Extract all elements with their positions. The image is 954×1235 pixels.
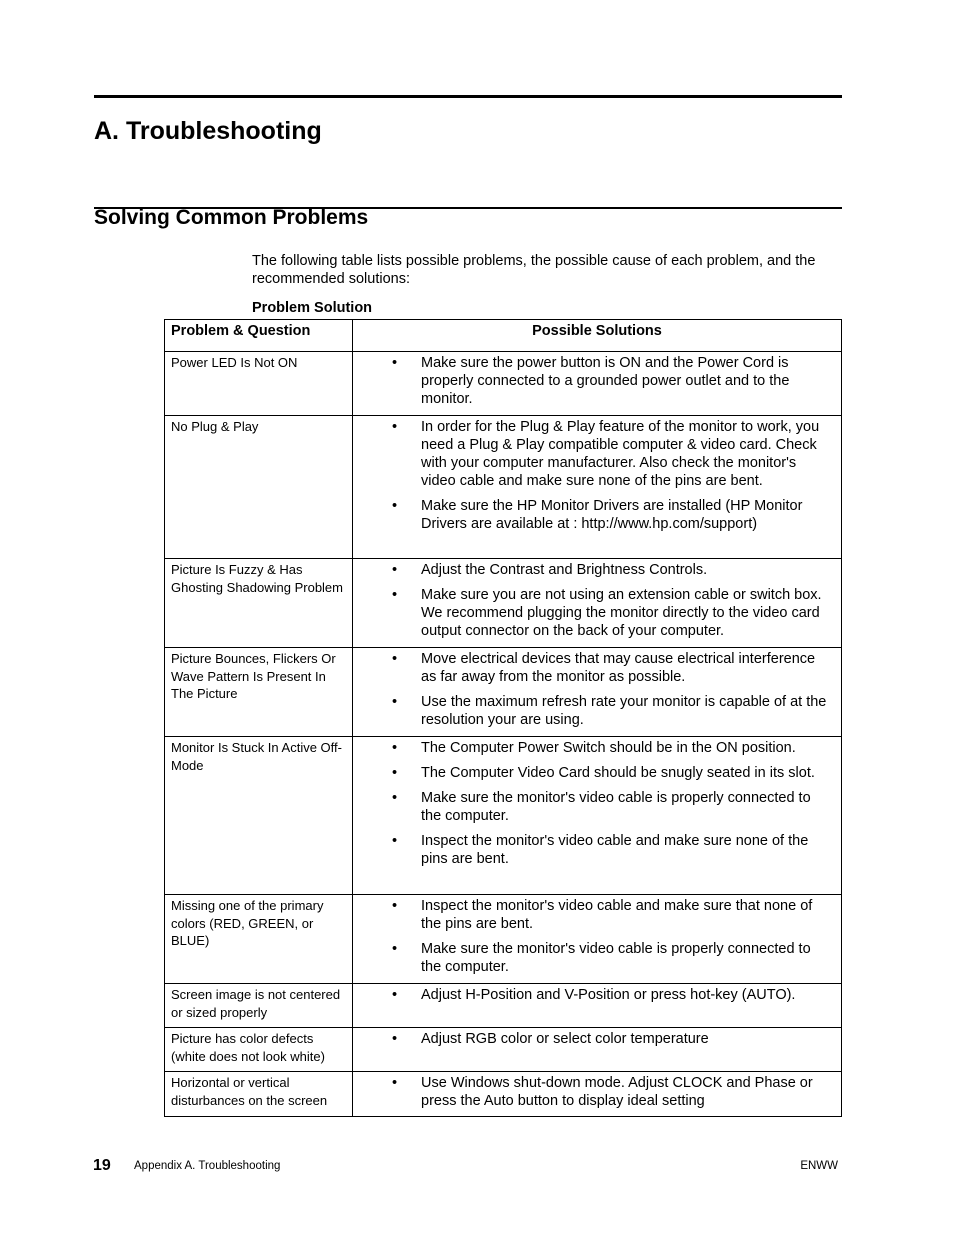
solution-item: [353, 832, 833, 868]
bullet-icon: •: [392, 355, 398, 371]
solution-text: The Computer Video Card should be snugly seated in its slot.: [421, 765, 815, 781]
bullet-icon: •: [392, 562, 398, 578]
solution-item: [353, 940, 833, 976]
solution-item: [353, 986, 833, 1004]
solutions-list: [353, 986, 833, 1004]
solution-text: Make sure the HP Monitor Drivers are installed (HP Monitor Drivers are available at : http://www.hp.com/support): [421, 498, 803, 532]
problem-cell: Power LED Is Not ON: [165, 352, 353, 416]
footer-code: ENWW: [800, 1160, 838, 1172]
solutions-list: [353, 1030, 833, 1048]
problem-cell: No Plug & Play: [165, 416, 353, 559]
solutions-cell: [353, 1072, 842, 1117]
solution-text: Inspect the monitor's video cable and make sure that none of the pins are bent.: [421, 898, 813, 932]
table-row: [165, 1072, 842, 1117]
problem-cell: Monitor Is Stuck In Active Off-Mode: [165, 737, 353, 895]
solution-item: [353, 586, 833, 640]
solution-text: Move electrical devices that may cause electrical interference as far away from the monitor as possible.: [421, 651, 816, 685]
solution-item: [353, 764, 833, 782]
solutions-list: [353, 561, 833, 640]
solution-text: Make sure the monitor's video cable is properly connected to the computer.: [421, 790, 811, 824]
solutions-cell: [353, 1028, 842, 1072]
table-row: [165, 895, 842, 984]
problem-cell: Picture Bounces, Flickers Or Wave Pattern Is Present In The Picture: [165, 648, 353, 737]
solution-text: In order for the Plug & Play feature of the monitor to work, you need a Plug & Play compatible computer & video card. Check with your computer manufacturer. Also check the monitor's video cable and make sure none of the pins are bent.: [421, 419, 820, 489]
solution-item: [353, 418, 833, 490]
solutions-list: [353, 650, 833, 729]
problem-cell: Horizontal or vertical disturbances on the screen: [165, 1072, 353, 1117]
bullet-icon: •: [392, 765, 398, 781]
solutions-cell: [353, 559, 842, 648]
solution-item: [353, 561, 833, 579]
solutions-cell: [353, 648, 842, 737]
solution-text: Use Windows shut-down mode. Adjust CLOCK and Phase or press the Auto button to display ideal setting: [421, 1075, 813, 1109]
solution-text: Make sure you are not using an extension cable or switch box. We recommend plugging the monitor directly to the video card output connector on the back of your computer.: [421, 587, 822, 639]
problem-cell: Picture Is Fuzzy & Has Ghosting Shadowing Problem: [165, 559, 353, 648]
table-row: [165, 984, 842, 1028]
solution-text: Adjust RGB color or select color temperature: [421, 1031, 709, 1047]
bullet-icon: •: [392, 833, 398, 849]
bullet-icon: •: [392, 694, 398, 710]
solution-item: [353, 897, 833, 933]
table-row: [165, 737, 842, 895]
bullet-icon: •: [392, 419, 398, 435]
top-rule: [94, 95, 842, 98]
bullet-icon: •: [392, 790, 398, 806]
solution-text: Make sure the monitor's video cable is properly connected to the computer.: [421, 941, 811, 975]
table-body: [165, 352, 842, 1117]
table-caption: Problem Solution: [252, 300, 373, 316]
footer-label: Appendix A. Troubleshooting: [134, 1160, 281, 1172]
solution-text: Inspect the monitor's video cable and make sure none of the pins are bent.: [421, 833, 809, 867]
solution-item: [353, 650, 833, 686]
solution-text: Make sure the power button is ON and the Power Cord is properly connected to a grounded power outlet and to the monitor.: [421, 355, 790, 407]
solutions-list: [353, 354, 833, 408]
table-row: [165, 416, 842, 559]
bullet-icon: •: [392, 1075, 398, 1091]
solution-item: [353, 693, 833, 729]
solution-item: [353, 1074, 833, 1110]
bullet-icon: •: [392, 898, 398, 914]
solutions-cell: [353, 352, 842, 416]
section-title: Solving Common Problems: [94, 206, 369, 229]
solution-text: Adjust H-Position and V-Position or press hot-key (AUTO).: [421, 987, 796, 1003]
table-row: [165, 1028, 842, 1072]
header-solutions: Possible Solutions: [353, 320, 842, 352]
table-row: [165, 559, 842, 648]
bullet-icon: •: [392, 498, 398, 514]
table-row: [165, 352, 842, 416]
problems-table: [164, 319, 842, 1117]
bullet-icon: •: [392, 1031, 398, 1047]
table-header-row: [165, 320, 842, 352]
solution-item: [353, 497, 833, 533]
solution-item: [353, 1030, 833, 1048]
problem-cell: Missing one of the primary colors (RED, GREEN, or BLUE): [165, 895, 353, 984]
bullet-icon: •: [392, 987, 398, 1003]
page-number: 19: [93, 1157, 111, 1174]
solution-item: [353, 354, 833, 408]
chapter-title: A. Troubleshooting: [94, 117, 322, 145]
problem-cell: Screen image is not centered or sized properly: [165, 984, 353, 1028]
solution-item: [353, 789, 833, 825]
bullet-icon: •: [392, 587, 398, 603]
solutions-list: [353, 739, 833, 868]
solutions-list: [353, 1074, 833, 1110]
table-row: [165, 648, 842, 737]
bullet-icon: •: [392, 740, 398, 756]
solutions-list: [353, 418, 833, 533]
solution-item: [353, 739, 833, 757]
solution-text: Use the maximum refresh rate your monitor is capable of at the resolution your are using.: [421, 694, 827, 728]
solutions-cell: [353, 737, 842, 895]
solutions-cell: [353, 416, 842, 559]
intro-paragraph: The following table lists possible problems, the possible cause of each problem, and the recommended solutions:: [252, 253, 816, 287]
bullet-icon: •: [392, 941, 398, 957]
solutions-cell: [353, 895, 842, 984]
solution-text: The Computer Power Switch should be in the ON position.: [421, 740, 796, 756]
solution-text: Adjust the Contrast and Brightness Controls.: [421, 562, 708, 578]
bullet-icon: •: [392, 651, 398, 667]
solutions-list: [353, 897, 833, 976]
header-problem: Problem & Question: [165, 320, 353, 352]
problem-cell: Picture has color defects (white does not look white): [165, 1028, 353, 1072]
solutions-cell: [353, 984, 842, 1028]
